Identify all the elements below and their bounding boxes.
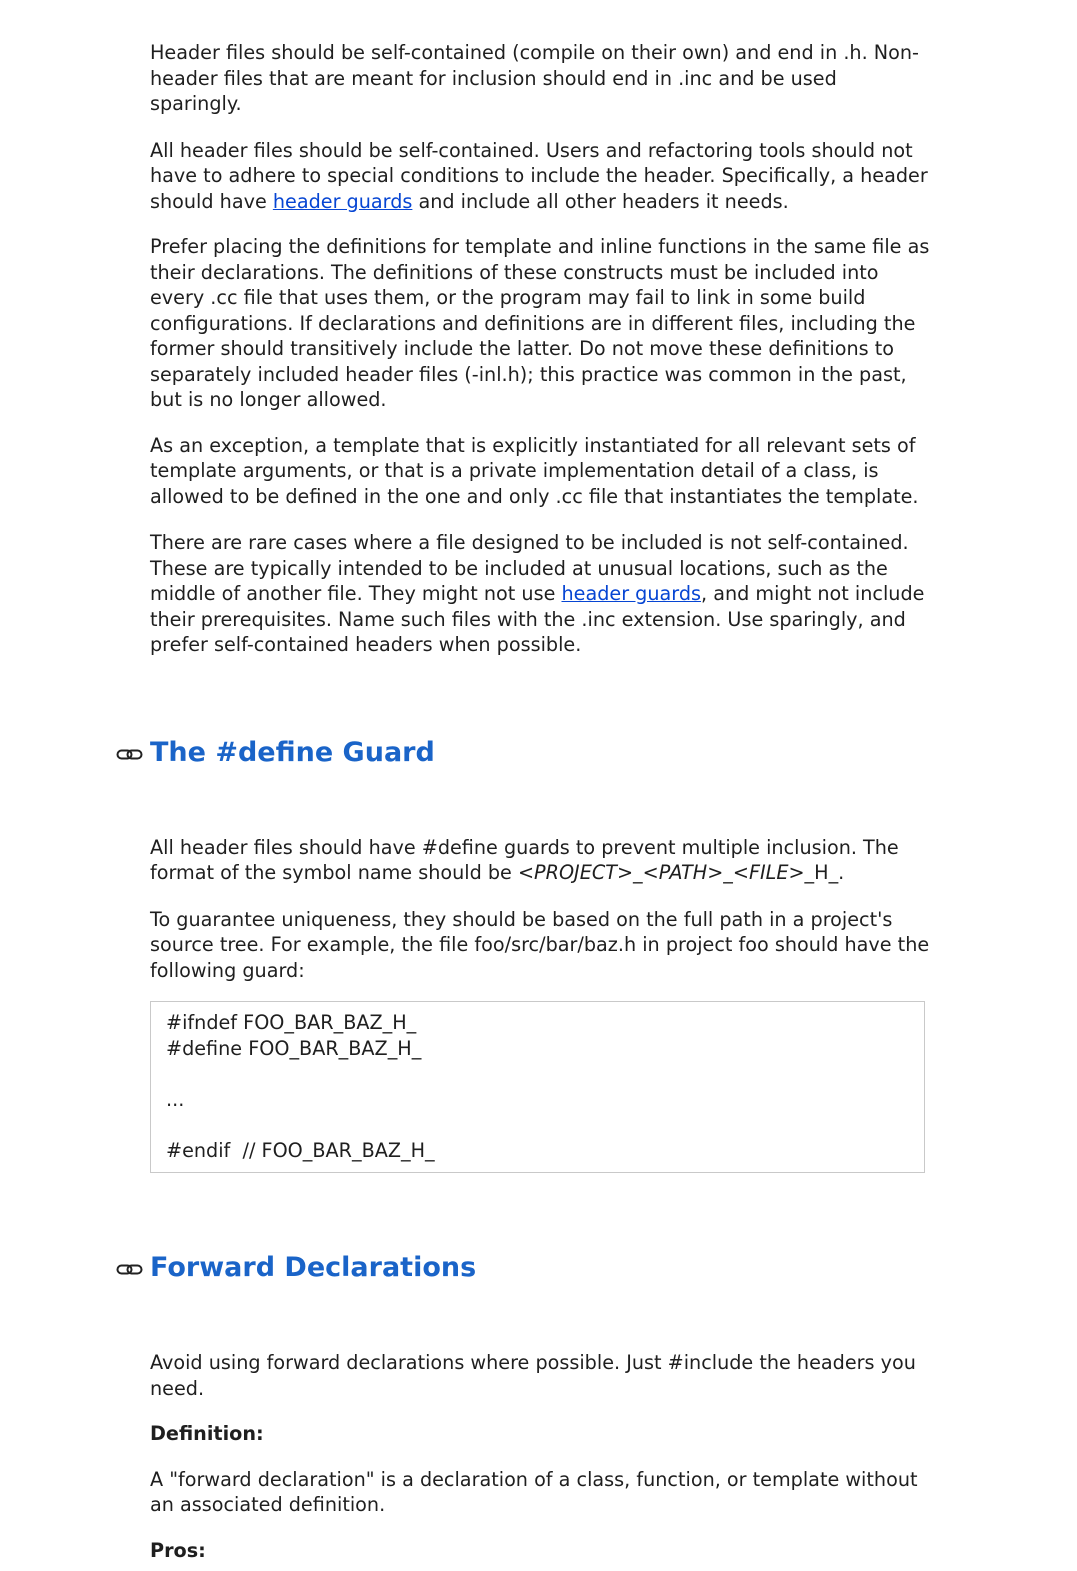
link-anchor-icon[interactable]	[116, 1254, 146, 1272]
intro-paragraph-2	[150, 138, 930, 215]
definition-text: A "forward declaration" is a declaration of a class, function, or template without an associated definition.	[150, 1467, 918, 1516]
forward-declarations-heading-text: Forward Declarations	[150, 1252, 477, 1283]
define-guard-heading-text: The #define Guard	[150, 736, 435, 768]
symbol-sep-1: _	[633, 861, 643, 884]
intro-p2-text-before: All header files should be self-contained. Users and refactoring tools should not have to adhere to special conditions to include the header. Specifically, a header should have	[150, 138, 928, 213]
header-guards-link[interactable]: header guards	[272, 189, 413, 213]
pros-label: Pros:	[150, 1538, 206, 1562]
code-block: #ifndef FOO_BAR_BAZ_H_ #define FOO_BAR_BAZ_H_ ... #endif // FOO_BAR_BAZ_H_	[150, 1001, 925, 1173]
forward-declarations-heading	[150, 1251, 930, 1285]
definition-label: Definition:	[150, 1422, 264, 1445]
header-guards-link-2[interactable]: header guards	[561, 582, 702, 605]
symbol-suffix: _H_.	[804, 861, 845, 884]
document-body	[150, 40, 930, 1563]
intro-p2-text-after: and include all other headers it needs.	[412, 189, 789, 213]
intro-p5-text-after: , and might not include their prerequisites. Name such files with the .inc extension. Use sparingly, and prefer self-contained headers when possible.	[150, 582, 925, 656]
define-guard-paragraph-2: To guarantee uniqueness, they should be based on the full path in a project's source tree. For example, the file foo/src/bar/baz.h in project foo should have the following guard:	[150, 907, 930, 982]
define-guard-p1-before: All header files should have #define guards to prevent multiple inclusion. The format of the symbol name should be	[150, 835, 899, 884]
intro-p5-text-before: There are rare cases where a file designed to be included is not self-contained. These are typically intended to be included at unusual locations, such as the middle of another file. They might not use	[150, 531, 909, 605]
intro-paragraph-1: Header files should be self-contained (compile on their own) and end in .h. Non-header files that are meant for inclusion should end in .inc and be used sparingly.	[150, 41, 919, 115]
link-anchor-icon[interactable]	[116, 739, 146, 757]
define-guard-heading	[150, 736, 930, 770]
symbol-path: <PATH>	[642, 861, 724, 884]
symbol-project: <PROJECT>	[517, 861, 634, 884]
symbol-file: <FILE>	[732, 861, 805, 884]
intro-paragraph-5	[150, 530, 930, 658]
intro-paragraph-3: Prefer placing the definitions for template and inline functions in the same file as their declarations. The definitions of these constructs must be included into every .cc file that uses them, or the program may fail to link in some build configurations. If declarations and definitions are in different files, including the former should transitively include the latter. Do not move these definitions to separately included header files (-inl.h); this practice was common in the past, but is no longer allowed.	[150, 235, 930, 411]
symbol-sep-2: _	[723, 861, 733, 884]
forward-declarations-paragraph-1: Avoid using forward declarations where possible. Just #include the headers you need.	[150, 1351, 916, 1400]
define-guard-paragraph-1	[150, 835, 930, 886]
intro-paragraph-4: As an exception, a template that is explicitly instantiated for all relevant sets of template arguments, or that is a private implementation detail of a class, is allowed to be defined in the one and only .cc file that instantiates the template.	[150, 433, 919, 508]
